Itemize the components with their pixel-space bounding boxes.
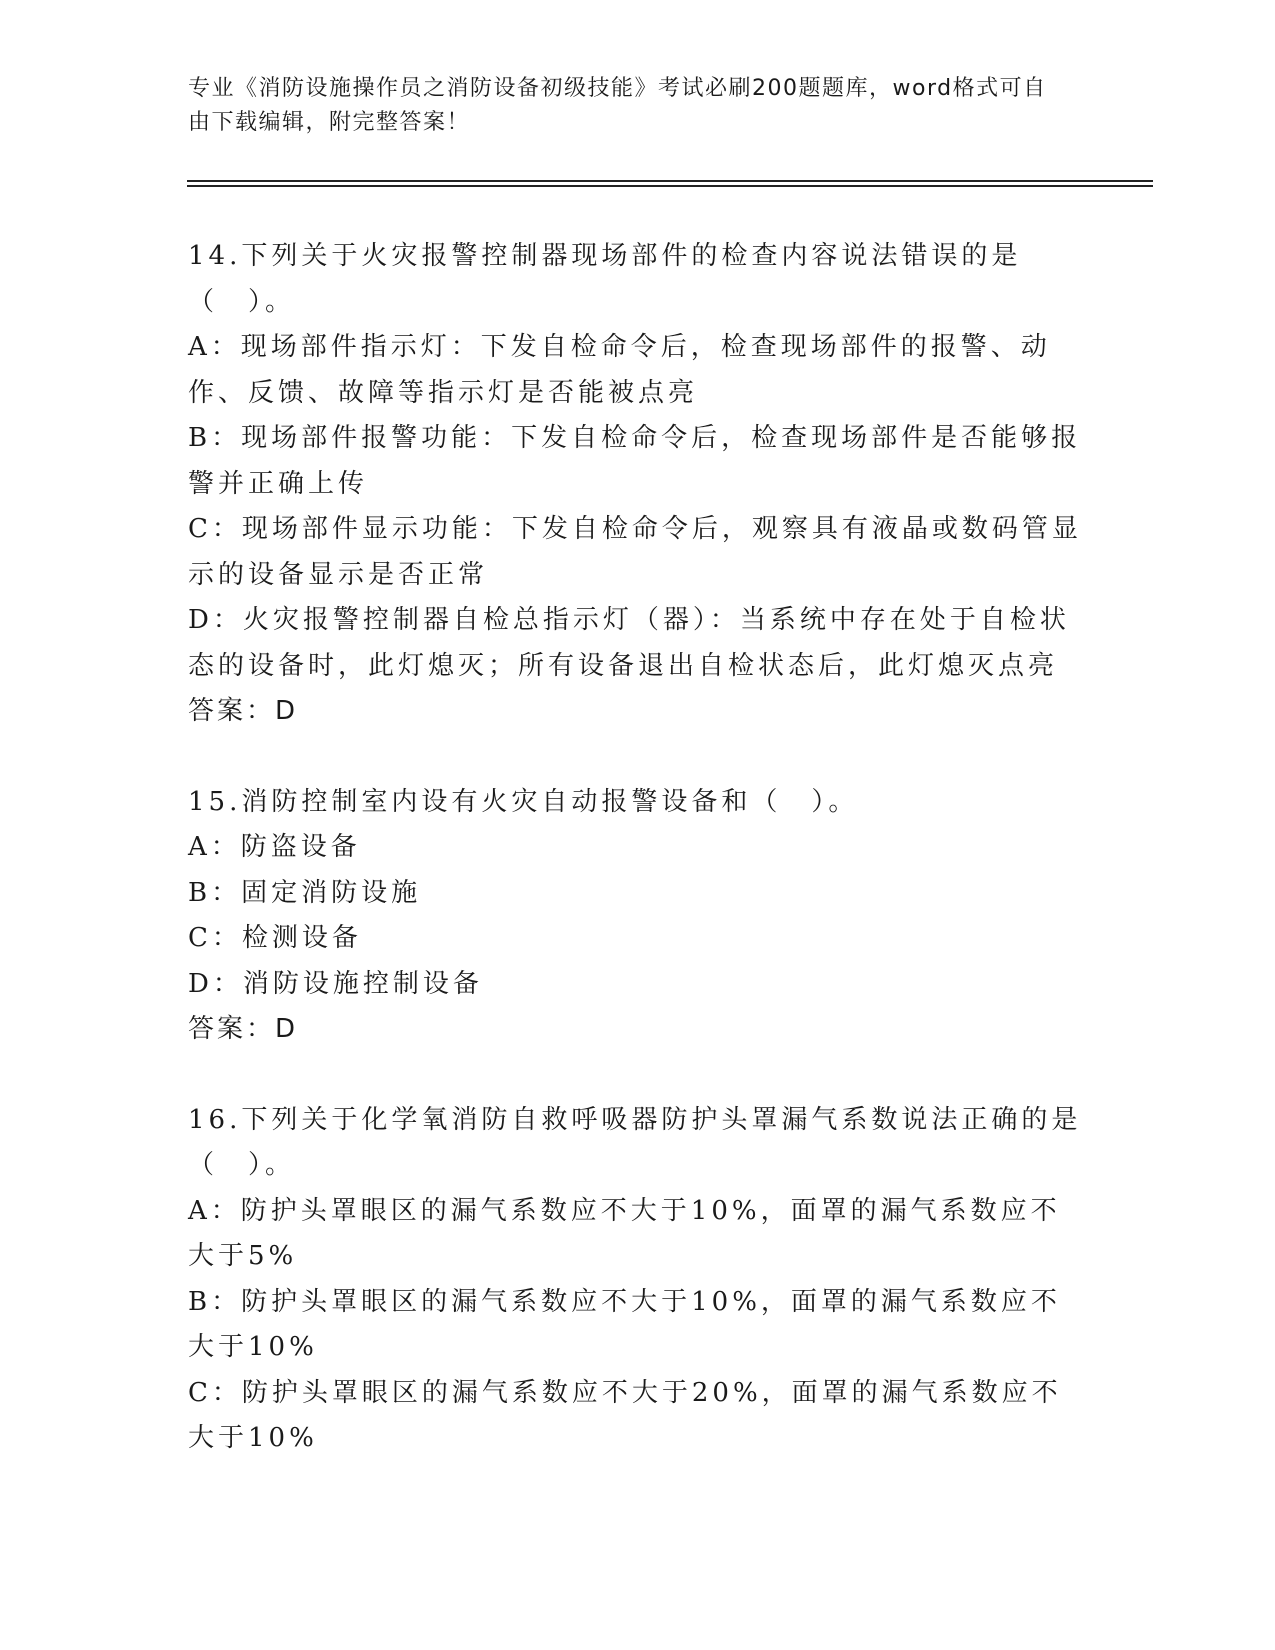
option-b: B：防护头罩眼区的漏气系数应不大于10%，面罩的漏气系数应不大于10% [188,1286,1061,1362]
option-c: C：现场部件显示功能：下发自检命令后，观察具有液晶或数码管显示的设备显示是否正常 [188,514,1082,590]
question-text: 14.下列关于火灾报警控制器现场部件的检查内容说法错误的是（ ）。 [188,241,1022,317]
option-b: B：固定消防设施 [188,877,422,908]
option-a: A：防护头罩眼区的漏气系数应不大于10%，面罩的漏气系数应不大于5% [188,1195,1061,1271]
question-text: 15.消防控制室内设有火灾自动报警设备和（ ）。 [188,786,859,817]
answer: 答案：D [188,1014,299,1044]
question-15 [188,780,1088,1053]
header-rule-top [187,180,1153,182]
option-a: A：防盗设备 [188,832,361,862]
header-rule-bottom [187,185,1153,187]
option-d: D：消防设施控制设备 [188,968,483,999]
question-text: 16.下列关于化学氧消防自救呼吸器防护头罩漏气系数说法正确的是（ ）。 [188,1104,1082,1180]
option-b: B：现场部件报警功能：下发自检命令后，检查现场部件是否能够报警并正确上传 [188,423,1082,499]
option-c: C：防护头罩眼区的漏气系数应不大于20%，面罩的漏气系数应不大于10% [188,1377,1062,1453]
document-header: 专业《消防设施操作员之消防设备初级技能》考试必刷200题题库，word格式可自由下载编辑，附完整答案！ [188,76,1047,135]
question-16 [188,1098,1088,1462]
question-list [188,234,1088,1462]
answer: 答案：D [188,696,299,726]
option-a: A：现场部件指示灯：下发自检命令后，检查现场部件的报警、动作、反馈、故障等指示灯是否能被点亮 [188,332,1051,408]
question-14 [188,234,1088,735]
option-d: D：火灾报警控制器自检总指示灯（器）：当系统中存在处于自检状态的设备时，此灯熄灭；所有设备退出自检状态后，此灯熄灭点亮 [188,605,1070,681]
option-c: C：检测设备 [188,923,362,953]
